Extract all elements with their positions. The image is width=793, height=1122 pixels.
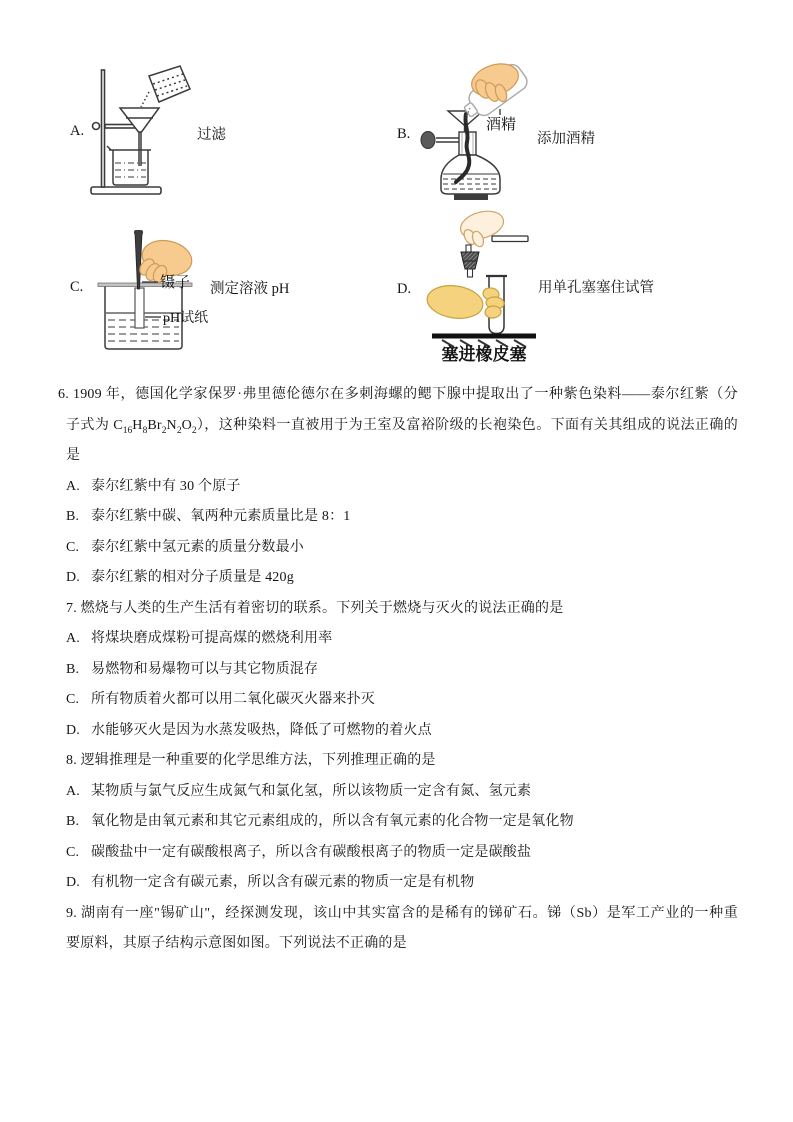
option-text: 水能够灭火是因为水蒸发吸热，降低了可燃物的着火点 bbox=[91, 722, 432, 738]
question-6-option-c bbox=[58, 533, 738, 564]
lower-hand bbox=[425, 282, 504, 321]
funnel bbox=[120, 108, 159, 166]
option-letter: D. bbox=[66, 722, 81, 738]
option-letter: C. bbox=[66, 844, 80, 860]
option-letter: A. bbox=[66, 631, 81, 646]
formula-subscript: 2 bbox=[176, 425, 182, 436]
filtration-figure bbox=[85, 62, 205, 202]
question-6-stem-line-3: 是 bbox=[66, 448, 81, 463]
option-letter: A. bbox=[66, 783, 81, 799]
formula-element: C bbox=[113, 417, 123, 433]
figure-b-caption: 添加酒精 bbox=[537, 131, 595, 147]
figure-c-caption: 测定溶液 pH bbox=[210, 281, 290, 297]
stopper-test-tube-figure bbox=[420, 205, 540, 365]
option-letter: D. bbox=[66, 875, 81, 890]
question-9-stem-line-2: 要原料，其原子结构示意图如图。下列说法不正确的是 bbox=[66, 936, 407, 951]
formula-subscript: 2 bbox=[161, 425, 167, 436]
question-8-option-c bbox=[58, 838, 738, 869]
option-text: 易燃物和易爆物可以与其它物质混存 bbox=[91, 661, 319, 677]
option-text: 某物质与氯气反应生成氮气和氯化氢，所以该物质一定含有氮、氢元素 bbox=[91, 783, 532, 799]
option-letter: D. bbox=[66, 570, 81, 585]
stem-text: ），这种染料一直被用于为王室及富裕阶级的长袍染色。下面有关其组成的说法正确的 bbox=[196, 417, 738, 433]
option-text: 泰尔红紫的相对分子质量是 420g bbox=[91, 570, 294, 585]
tweezers bbox=[134, 230, 143, 289]
option-text: 碳酸盐中一定有碳酸根离子，所以含有碳酸根离子的物质一定是碳酸盐 bbox=[91, 844, 532, 860]
question-8-option-d bbox=[58, 868, 738, 899]
option-text: 氧化物是由氧元素和其它元素组成的，所以含有氧元素的化合物一定是氧化物 bbox=[91, 814, 574, 829]
figure-d-caption: 用单孔塞塞住试管 bbox=[538, 280, 654, 296]
rubber-stopper bbox=[461, 245, 479, 277]
glass-tube bbox=[492, 236, 528, 242]
strip-label: pH试纸 bbox=[163, 311, 209, 326]
tweezers-label: 镊子 bbox=[160, 275, 191, 291]
formula-subscript: 8 bbox=[142, 425, 148, 436]
question-7-option-b bbox=[58, 655, 738, 686]
option-letter: B. bbox=[66, 661, 80, 677]
option-text: 泰尔红紫中碳、氧两种元素质量比是 8：1 bbox=[91, 509, 351, 524]
question-6-option-b bbox=[58, 502, 738, 533]
question-8-option-a bbox=[58, 777, 738, 808]
formula-subscript: 2 bbox=[191, 425, 197, 436]
iron-stand bbox=[91, 70, 161, 194]
question-block bbox=[58, 380, 738, 960]
option-text: 泰尔红紫中氢元素的质量分数最小 bbox=[91, 539, 304, 555]
formula-element: Br bbox=[147, 417, 162, 433]
option-letter: C. bbox=[66, 539, 80, 555]
formula-element: O bbox=[181, 417, 192, 433]
figure-a-letter: A. bbox=[70, 123, 85, 139]
stopper-bottom-label: 塞进橡皮塞 bbox=[441, 345, 527, 364]
question-7-option-c bbox=[58, 685, 738, 716]
figure-a-caption: 过滤 bbox=[197, 127, 226, 143]
question-6-option-d bbox=[58, 563, 738, 594]
question-8-option-b bbox=[58, 807, 738, 838]
option-letter: B. bbox=[66, 814, 80, 829]
option-text: 将煤块磨成煤粉可提高煤的燃烧利用率 bbox=[91, 631, 333, 646]
add-alcohol-figure bbox=[410, 62, 540, 207]
pouring-beaker bbox=[141, 66, 190, 107]
figure-d-letter: D. bbox=[397, 281, 412, 297]
formula-element: N bbox=[166, 417, 177, 433]
question-6-stem-line-2 bbox=[58, 411, 738, 442]
question-9-stem-line-1: 9. 湖南有一座"锡矿山"，经探测发现，该山中其实富含的是稀有的锑矿石。锑（Sb）是军工产业的一种重 bbox=[66, 905, 738, 921]
question-6-option-a bbox=[58, 472, 738, 503]
option-letter: C. bbox=[66, 692, 80, 707]
option-text: 有机物一定含有碳元素，所以含有碳元素的物质一定是有机物 bbox=[91, 875, 475, 890]
bottle-label: 酒精 bbox=[486, 117, 517, 133]
question-7-option-a bbox=[58, 624, 738, 655]
question-7-option-d bbox=[58, 716, 738, 747]
figure-b-letter: B. bbox=[397, 126, 411, 142]
figure-c-letter: C. bbox=[70, 279, 84, 295]
ph-strip bbox=[135, 288, 144, 328]
ph-measure-figure bbox=[95, 225, 210, 355]
question-7-stem: 7. 燃烧与人类的生产生活有着密切的联系。下列关于燃烧与灭火的说法正确的是 bbox=[66, 600, 564, 616]
formula-subscript: 16 bbox=[122, 425, 133, 436]
question-8-stem: 8. 逻辑推理是一种重要的化学思维方法，下列推理正确的是 bbox=[66, 753, 436, 768]
option-text: 所有物质着火都可以用二氧化碳灭火器来扑灭 bbox=[91, 692, 375, 707]
option-text: 泰尔红紫中有 30 个原子 bbox=[91, 478, 241, 494]
question-6-stem-line-1: 6. 1909 年，德国化学家保罗·弗里德伦德尔在多刺海螺的鳃下腺中提取出了一种紫色染料——泰尔红紫（分 bbox=[58, 387, 738, 402]
molecular-formula bbox=[113, 417, 197, 436]
stem-text: 子式为 bbox=[66, 417, 114, 433]
option-letter: B. bbox=[66, 509, 80, 524]
formula-element: H bbox=[132, 417, 143, 433]
receiving-beaker bbox=[107, 146, 151, 185]
option-letter: A. bbox=[66, 478, 81, 494]
